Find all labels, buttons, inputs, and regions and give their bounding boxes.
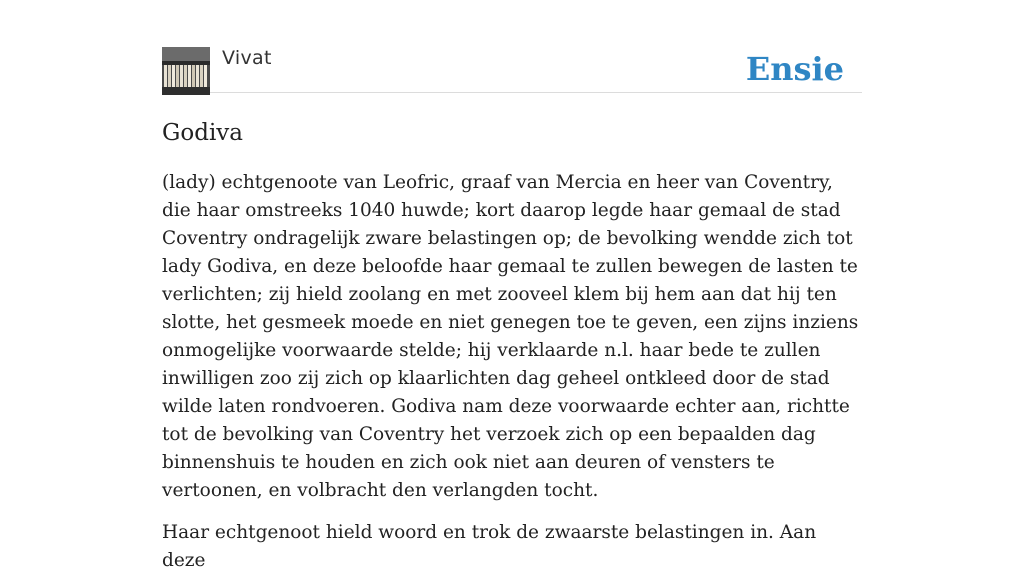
author-name[interactable]: Vivat bbox=[222, 47, 272, 69]
page-container bbox=[162, 44, 862, 575]
ensie-logo[interactable]: Ensie bbox=[745, 50, 844, 88]
header bbox=[162, 44, 862, 93]
author-avatar[interactable] bbox=[162, 47, 210, 95]
article-paragraph: (lady) echtgenoote van Leofric, graaf van Mercia en heer van Coventry, die haar omstreeks 1040 huwde; kort daarop legde haar gemaal de stad Coventry ondragelijk zware belastingen op; de bevolking wendde zich tot lady Godiva, en deze beloofde haar gemaal te zullen bewegen de lasten te verlichten; zij hield zoolang en met zooveel klem bij hem aan dat hij ten slotte, het gesmeek moede en niet genegen toe te geven, een zijns inziens onmogelijke voorwaarde stelde; hij verklaarde n.l. haar bede te zullen inwilligen zoo zij zich op klaarlichten dag geheel ontkleed door de stad wilde laten rondvoeren. Godiva nam deze voorwaarde echter aan, richtte tot de bevolking van Coventry het verzoek zich op een bepaalden dag binnenshuis te houden en zich ook niet aan deuren of vensters te vertoonen, en volbracht den verlangden tocht. bbox=[162, 172, 859, 501]
avatar-image bbox=[162, 47, 210, 95]
article-paragraph: Haar echtgenoot hield woord en trok de zwaarste belastingen in. Aan deze bbox=[162, 522, 817, 571]
article-title: Godiva bbox=[162, 120, 244, 146]
